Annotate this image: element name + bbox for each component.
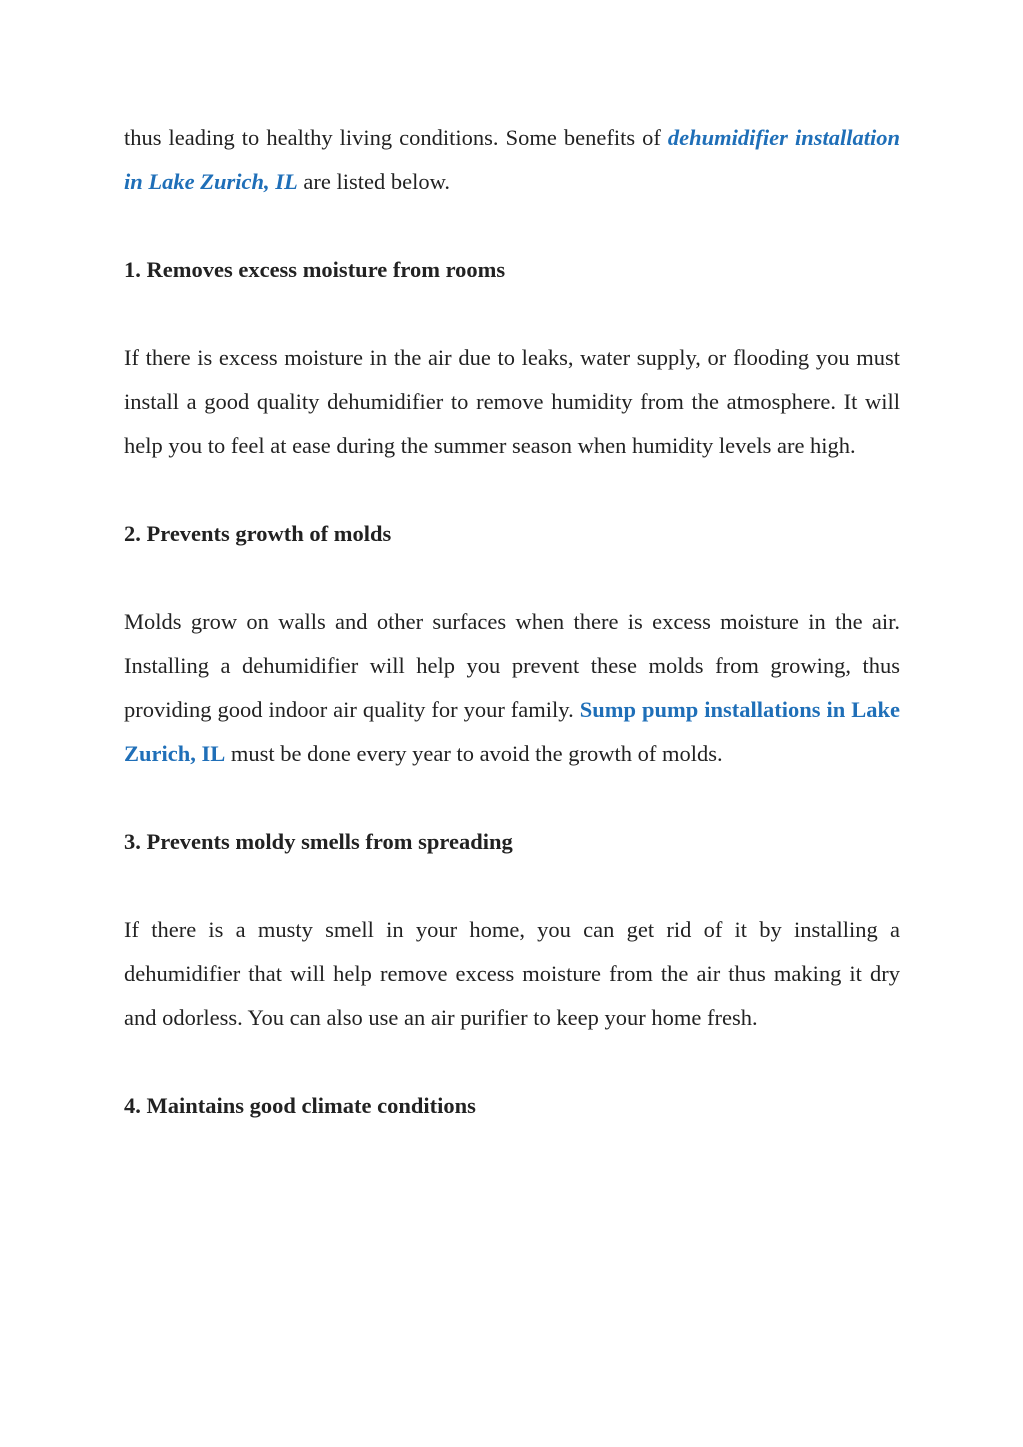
- spacer: [124, 776, 900, 820]
- section-heading-2: 2. Prevents growth of molds: [124, 521, 392, 546]
- section-body-2: [124, 600, 900, 776]
- spacer: [124, 292, 900, 336]
- section-2-text-after: must be done every year to avoid the growth of molds.: [225, 741, 723, 766]
- intro-text-before: thus leading to healthy living conditions. Some benefits of: [124, 125, 668, 150]
- section-heading-3: 3. Prevents moldy smells from spreading: [124, 829, 513, 854]
- intro-paragraph: [124, 116, 900, 204]
- spacer: [124, 468, 900, 512]
- spacer: [124, 204, 900, 248]
- spacer: [124, 556, 900, 600]
- spacer: [124, 864, 900, 908]
- section-body-3: If there is a musty smell in your home, you can get rid of it by installing a dehumidifier that will help remove excess moisture from the air thus making it dry and odorless. You can also use an air purifier to keep your home fresh.: [124, 917, 900, 1030]
- document-body: [124, 116, 900, 1128]
- spacer: [124, 1040, 900, 1084]
- section-heading-1: 1. Removes excess moisture from rooms: [124, 257, 506, 282]
- dehumidifier-installation-link[interactable]: dehumidifier installation in Lake Zurich, IL: [124, 125, 900, 194]
- section-heading-4: 4. Maintains good climate conditions: [124, 1093, 476, 1118]
- section-body-1: If there is excess moisture in the air due to leaks, water supply, or flooding you must install a good quality dehumidifier to remove humidity from the atmosphere. It will help you to feel at ease during the summer season when humidity levels are high.: [124, 345, 900, 458]
- section-2-text-before: Molds grow on walls and other surfaces when there is excess moisture in the air. Installing a dehumidifier will help you prevent these molds from growing, thus providing good indoor air quality for your family.: [124, 609, 900, 722]
- sump-pump-installations-link[interactable]: Sump pump installations in Lake Zurich, IL: [124, 697, 900, 766]
- intro-text-after: are listed below.: [297, 169, 451, 194]
